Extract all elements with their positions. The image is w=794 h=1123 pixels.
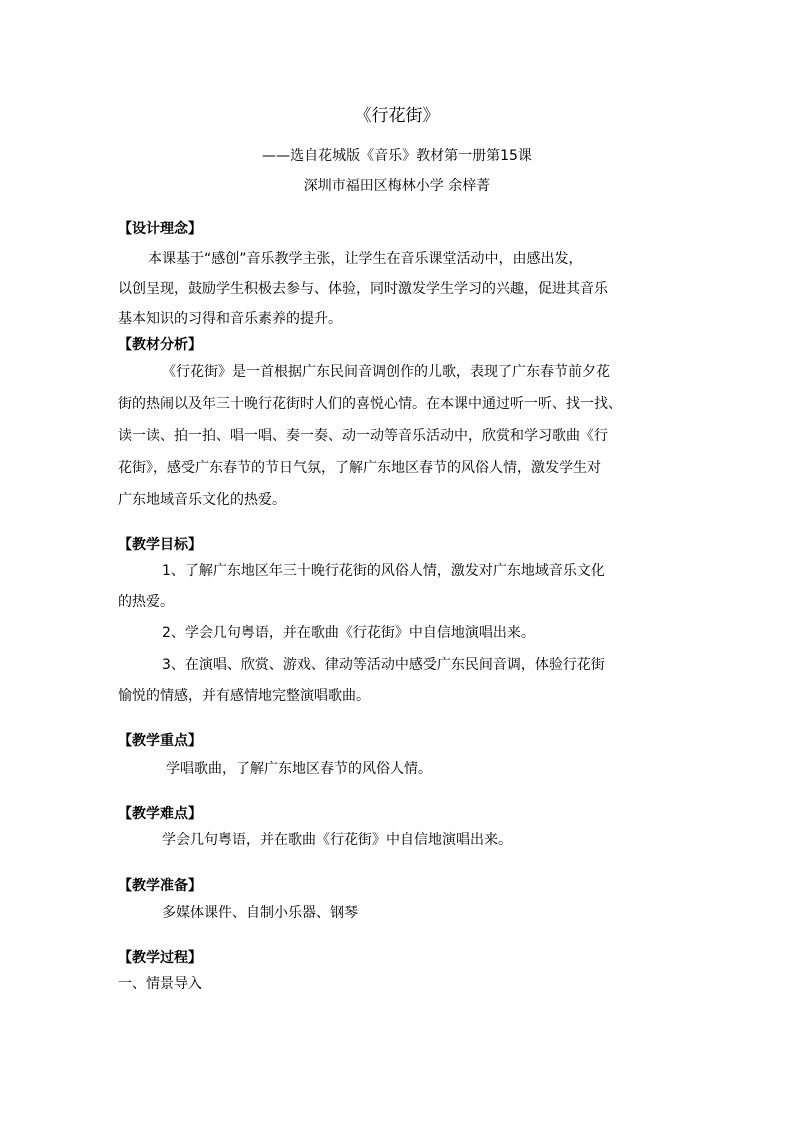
paragraph-line: 多媒体课件、自制小乐器、钢琴	[162, 905, 358, 921]
paragraph-line: 学会几句粤语，并在歌曲《行花街》中自信地演唱出来。	[162, 832, 512, 848]
section-heading-design: 【设计理念】	[118, 221, 202, 237]
paragraph-line: 读一读、拍一拍、唱一唱、奏一奏、动一动等音乐活动中，欣赏和学习歌曲《行	[118, 428, 608, 444]
paragraph-line: 愉悦的情感，并有感情地完整演唱歌曲。	[118, 688, 370, 704]
paragraph-line: 广东地域音乐文化的热爱。	[118, 492, 286, 508]
paragraph-line: 基本知识的习得和音乐素养的提升。	[118, 311, 342, 327]
paragraph-line: 学唱歌曲，了解广东地区春节的风俗人情。	[166, 761, 432, 777]
section-heading-process: 【教学过程】	[118, 950, 202, 966]
paragraph-line: 《行花街》是一首根据广东民间音调创作的儿歌，表现了广东春节前夕花	[162, 364, 610, 380]
section-heading-goals: 【教学目标】	[118, 537, 202, 553]
section-heading-prep: 【教学准备】	[118, 878, 202, 894]
paragraph-line: 街的热闹以及年三十晚行花街时人们的喜悦心情。在本课中通过听一听、找一找、	[118, 396, 622, 412]
paragraph-line: 一、情景导入	[118, 976, 202, 992]
paragraph-line: 3、在演唱、欣赏、游戏、律动等活动中感受广东民间音调，体验行花街	[162, 657, 605, 673]
paragraph-line: 本课基于“感创”音乐教学主张，让学生在音乐课堂活动中，由感出发，	[148, 251, 583, 267]
section-heading-difficulty: 【教学难点】	[118, 806, 202, 822]
section-heading-analysis: 【教材分析】	[118, 337, 202, 353]
paragraph-line: 以创呈现，鼓励学生积极去参与、体验，同时激发学生学习的兴趣，促进其音乐	[118, 281, 608, 297]
paragraph-line: 1、了解广东地区年三十晚行花街的风俗人情，激发对广东地域音乐文化	[162, 563, 605, 579]
section-heading-key: 【教学重点】	[118, 733, 202, 749]
document-title: 《行花街》	[354, 106, 440, 126]
paragraph-line: 2、学会几句粤语，并在歌曲《行花街》中自信地演唱出来。	[162, 625, 535, 641]
document-subtitle: ——选自花城版《音乐》教材第一册第15课	[262, 148, 532, 164]
paragraph-line: 花街》，感受广东春节的节日气氛，了解广东地区春节的风俗人情，激发学生对	[118, 460, 601, 476]
document-author: 深圳市福田区梅林小学 余梓菁	[303, 178, 491, 194]
paragraph-line: 的热爱。	[118, 594, 174, 610]
